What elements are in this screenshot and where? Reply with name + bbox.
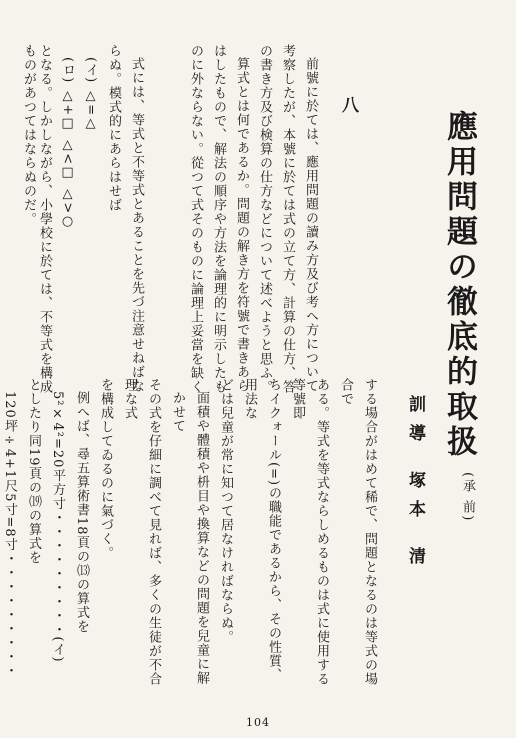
text-line: らぬ。模式的にあらはせば <box>106 44 121 212</box>
left-text-column <box>172 44 322 684</box>
text-line: 考察したが、本號に於ては式の立て方、計算の仕方、答 <box>280 44 295 394</box>
text-line: どは兒童が常に知つて居なければならぬ。 <box>218 378 233 644</box>
text-line: を構成してゐるのに氣づく。 <box>98 378 113 560</box>
left-text-column-tail <box>18 44 148 684</box>
text-line: ある。等式を等式ならしめるものは式に使用する等號即 <box>290 378 329 686</box>
text-line: その式を仔細に調べて見れば、多くの生徒が不合理な式 <box>122 378 161 686</box>
formula-line: (ロ) △+□ △<□ △>○ <box>60 57 75 231</box>
text-line: 前號に於ては、應用問題の讀み方及び考へ方について <box>303 57 318 393</box>
text-line: 式には、等式と不等式とあることを先づ注意せねばな <box>129 57 144 393</box>
text-line: 面積や體積や枡目や換算などの問題を兒童に解かせて <box>170 391 209 685</box>
formula-line: 5²×4²=20平方寸・・・・・・・・・(イ) <box>50 391 65 663</box>
page-number: 104 <box>246 716 270 729</box>
text-line: はしたもので、解法の順序や方法を論理的に明示したも <box>211 44 226 394</box>
author-byline <box>406 395 423 576</box>
text-line: 例へば、尋五算術書18頁の⒀の算式を <box>74 391 89 634</box>
section-number: 八 <box>338 96 358 113</box>
article-title-text: 應用問題の徹底的取扱 <box>441 110 477 460</box>
text-line: の書き方及び検算の仕方などについて述べようと思ふ。 <box>257 44 272 394</box>
author-name: 塚本 清 <box>405 471 425 576</box>
continued-note: (承 前) <box>460 472 475 523</box>
text-line: 算式とは何であるか。問題の解き方を符號で書きあら <box>234 57 249 393</box>
text-line: のに外ならない。從つて式そのものに論理上妥當を缺く <box>188 44 203 394</box>
article-title <box>441 110 477 523</box>
formula-line: (イ) △=△ <box>83 57 98 133</box>
text-line: する場合がはめて稀で、問題となるのは等式の場合で <box>338 378 377 686</box>
text-line: ちイクォール(=)の職能であるから、その性質、用法な <box>242 378 281 683</box>
text-line: としたり同19頁の⒆の算式を <box>26 378 41 565</box>
text-line: ものがあつてはならぬのだ。 <box>21 44 36 226</box>
author-role: 訓導 <box>405 395 425 453</box>
formula-line: 120坪÷4+1尺5寸=8寸・・・・・・・・・ <box>2 391 17 678</box>
text-line: となる。しかしながら、小學校に於ては、不等式を構成 <box>37 44 52 394</box>
